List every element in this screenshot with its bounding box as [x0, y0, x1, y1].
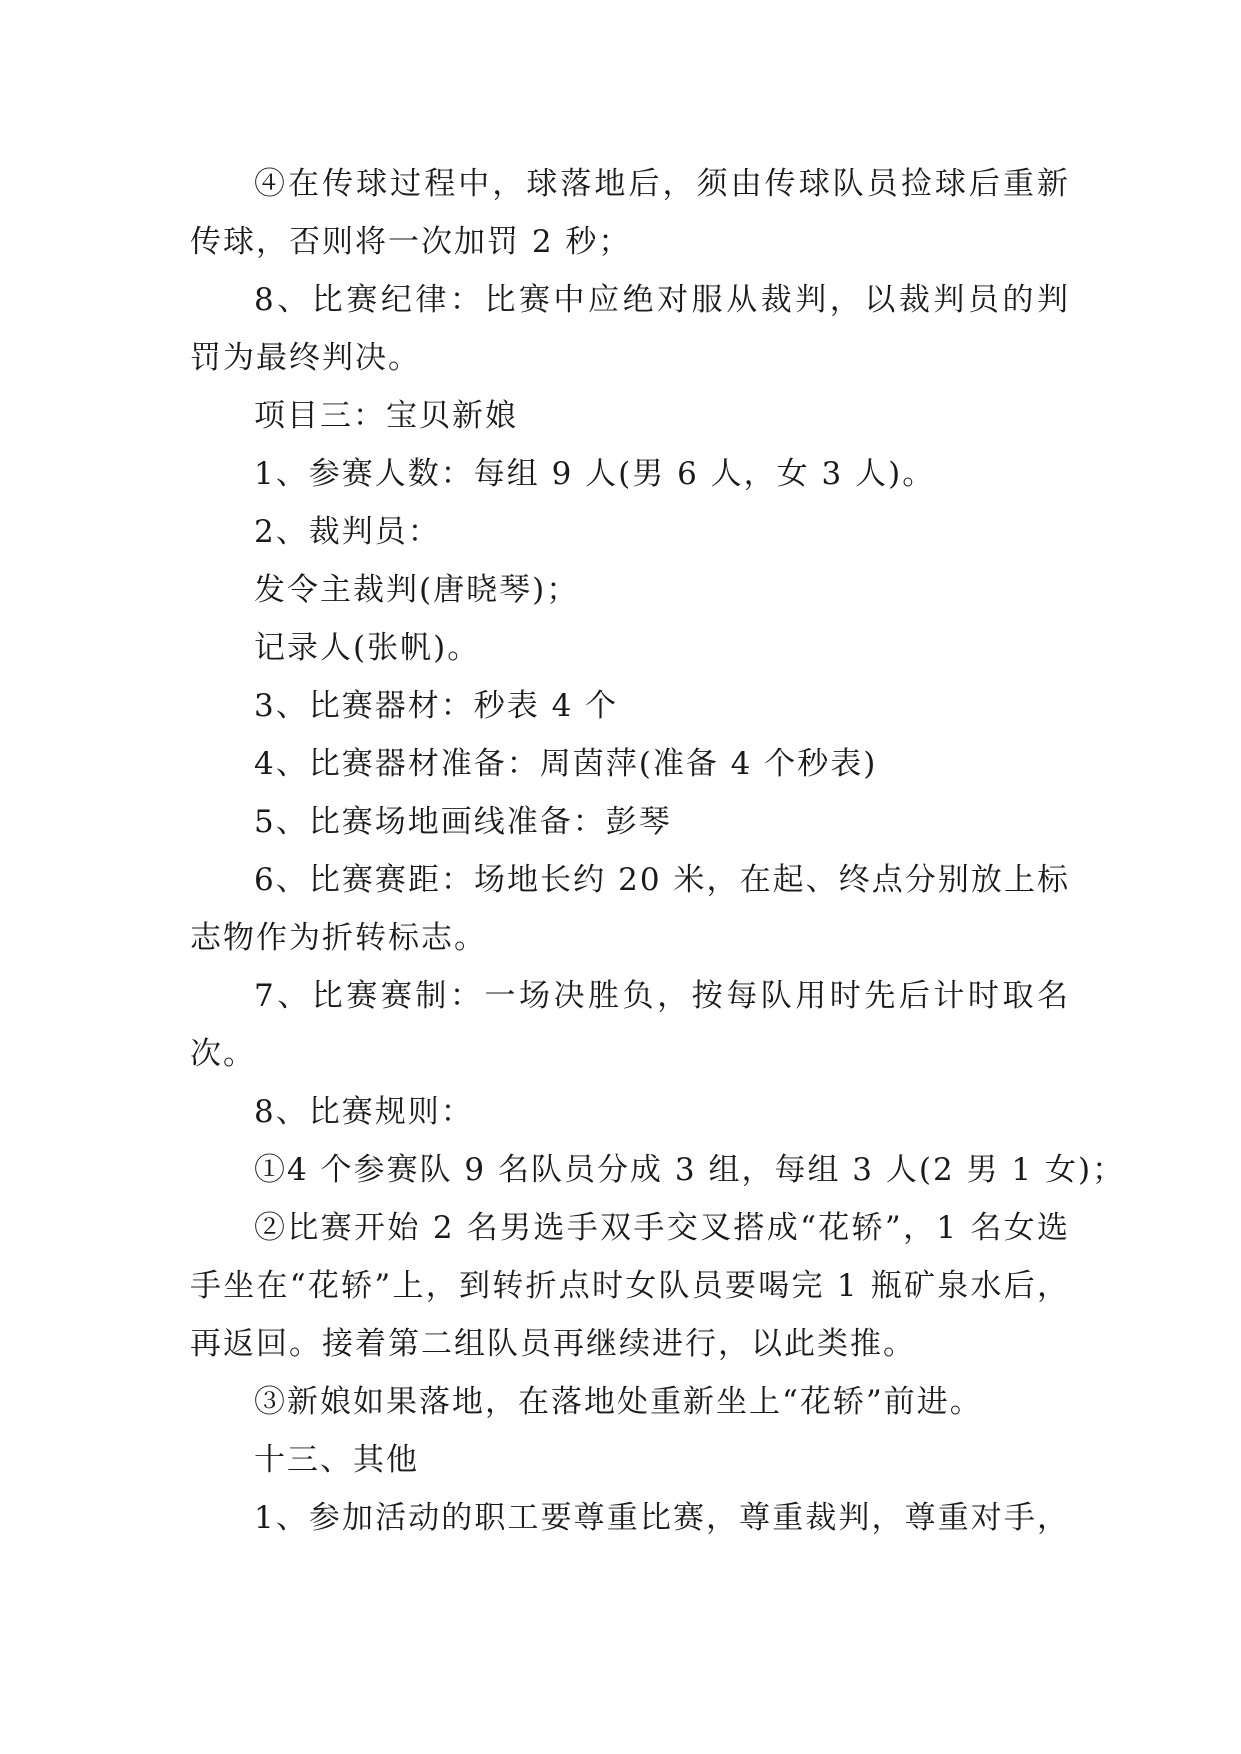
paragraph-line: 2、裁判员： — [254, 514, 441, 550]
paragraph-line: ①4 个参赛队 9 名队员分成 3 组，每组 3 人(2 男 1 女)； — [254, 1152, 1126, 1188]
paragraph-line: ③新娘如果落地，在落地处重新坐上“花轿”前进。 — [254, 1384, 983, 1420]
paragraph-line: 3、比赛器材：秒表 4 个 — [254, 688, 619, 724]
paragraph-line: 再返回。接着第二组队员再继续进行，以此类推。 — [190, 1326, 916, 1362]
paragraph-line: 发令主裁判(唐晓琴)； — [254, 572, 580, 608]
paragraph-line: 记录人(张帆)。 — [254, 630, 481, 666]
paragraph-line: ④在传球过程中，球落地后，须由传球队员捡球后重新 — [254, 166, 1070, 202]
paragraph-line: 手坐在“花轿”上，到转折点时女队员要喝完 1 瓶矿泉水后， — [190, 1268, 1070, 1304]
paragraph-line: 次。 — [190, 1036, 256, 1072]
paragraph-line: 4、比赛器材准备：周茵萍(准备 4 个秒表) — [254, 746, 878, 782]
section-heading: 项目三：宝贝新娘 — [254, 398, 518, 434]
section-heading: 十三、其他 — [254, 1442, 419, 1478]
paragraph-line: 1、参赛人数：每组 9 人(男 6 人，女 3 人)。 — [254, 456, 936, 492]
paragraph-line: 罚为最终判决。 — [190, 340, 421, 376]
paragraph-line: 1、参加活动的职工要尊重比赛，尊重裁判，尊重对手， — [254, 1500, 1070, 1536]
paragraph-line: 6、比赛赛距：场地长约 20 米，在起、终点分别放上标 — [254, 862, 1070, 898]
paragraph-line: 5、比赛场地画线准备：彭琴 — [254, 804, 672, 840]
paragraph-line: 7、比赛赛制：一场决胜负，按每队用时先后计时取名 — [254, 978, 1070, 1014]
paragraph-line: 8、比赛纪律：比赛中应绝对服从裁判，以裁判员的判 — [254, 282, 1070, 318]
document-body — [190, 155, 1126, 1547]
paragraph-line: 志物作为折转标志。 — [190, 920, 487, 956]
paragraph-line: 8、比赛规则： — [254, 1094, 474, 1130]
paragraph-line: 传球，否则将一次加罚 2 秒； — [190, 224, 632, 260]
paragraph-line: ②比赛开始 2 名男选手双手交叉搭成“花轿”，1 名女选 — [254, 1210, 1070, 1246]
